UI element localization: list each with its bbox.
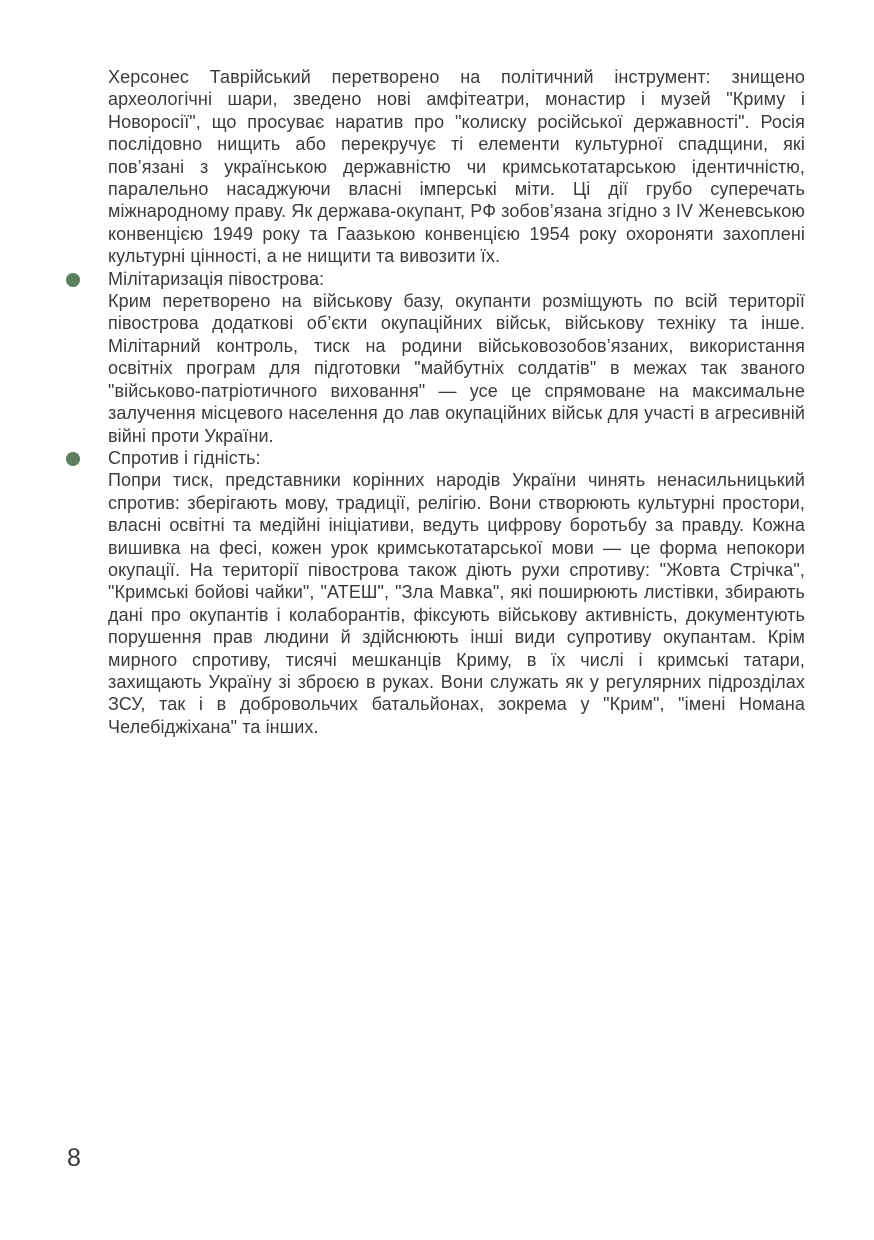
bullet-icon <box>66 452 80 466</box>
bullet-body-militarization <box>108 268 805 447</box>
bullet-heading-resistance: Спротив і гідність: <box>108 447 261 468</box>
bullet-heading-militarization: Мілітаризація півострова: <box>108 268 325 289</box>
bullet-body-resistance <box>108 447 805 738</box>
bullet-icon <box>66 273 80 287</box>
bullet-paragraph-militarization: Крим перетворено на військову базу, окупанти розміщують по всій території півострова додаткові об’єкти окупаційних військ, військову техніку та інше. Мілітарний контроль, тиск на родини військовозобов’язаних, використання освітніх програм для підготовки "майбутніх солдатів" в межах так званого "військово-патріотичного виховання" — усе це спрямоване на максимальне залучення місцевого населення до лав окупаційних військ для участі в агресивній війні проти України. <box>108 291 805 446</box>
bullet-item-militarization <box>66 268 805 447</box>
paragraph-cultural-heritage: Херсонес Таврійський перетворено на політичний інструмент: знищено археологічні шари, зведено нові амфітеатри, монастир і музей "Криму і Новоросії", що просуває наратив про "колиску російської державності". Росія послідовно нищить або перекручує ті елементи культурної спадщини, які пов’язані з українською державністю чи кримськотатарською ідентичністю, паралельно насаджуючи власні імперські міти. Ці дії грубо суперечать міжнародному праву. Як держава-окупант, РФ зобов’язана згідно з IV Женевською конвенцією 1949 року та Гаазькою конвенцією 1954 року охороняти захоплені культурні цінності, а не нищити та вивозити їх. <box>108 67 805 267</box>
text-block <box>66 66 805 738</box>
bullet-item-resistance <box>66 447 805 738</box>
bullet-paragraph-resistance: Попри тиск, представники корінних народів України чинять ненасильницький спротив: зберігають мову, традиції, релігію. Вони створюють культурні простори, власні освітні та медійні ініціативи, ведуть цифрову боротьбу за правду. Кожна вишивка на фесі, кожен урок кримськотатарської мови — це форма непокори окупації. На території півострова також діють рухи спротиву: "Жовта Стрічка", "Кримські бойові чайки", "АТЕШ", "Зла Мавка", які поширюють листівки, збирають дані про окупантів і колаборантів, фіксують військову активність, документують порушення прав людини й здійснюють інші види супротиву окупантам. Крім мирного спротиву, тисячі мешканців Криму, в їх числі і кримські татари, захищають Україну зі зброєю в руках. Вони служать як у регулярних підрозділах ЗСУ, так і в добровольчих батальйонах, зокрема у "Крим", "імені Номана Челебіджіхана" та інших. <box>108 470 805 737</box>
page-number: 8 <box>67 1144 81 1172</box>
